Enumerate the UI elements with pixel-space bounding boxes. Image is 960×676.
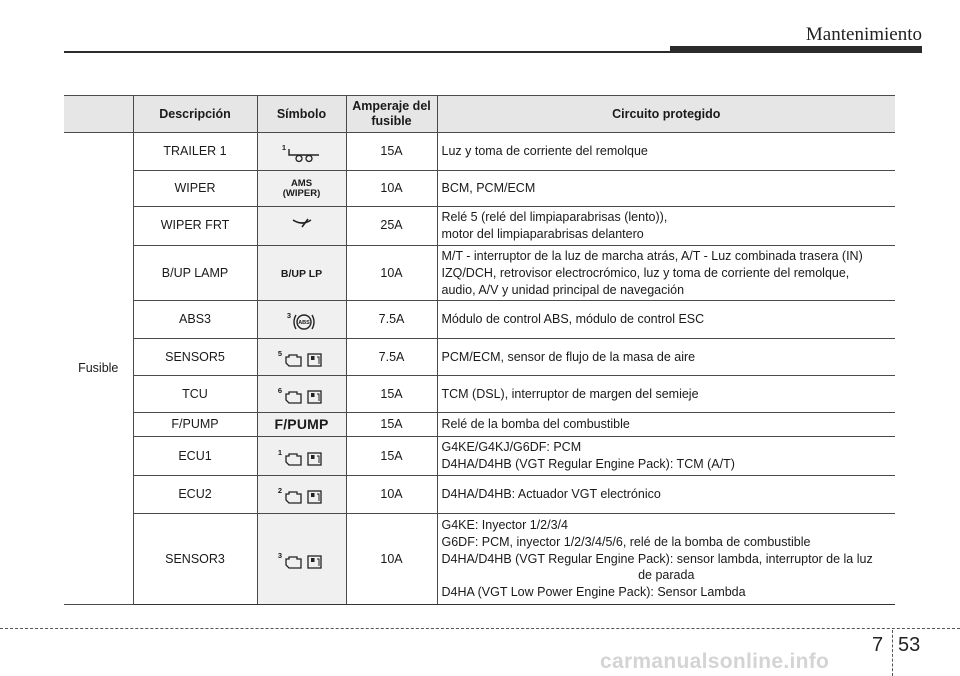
fuse-amperage: 15A [346,413,437,437]
fuse-circuit [437,133,895,171]
column-header-circuit: Circuito protegido [437,96,895,133]
engine-fuel-icon [283,450,325,468]
symbol-number: 1 [277,447,283,457]
table-row [64,133,895,171]
fuse-amperage: 25A [346,207,437,246]
fuse-circuit [437,207,895,246]
fuse-table [64,95,895,605]
symbol-number: 1 [281,143,287,152]
fuse-amperage: 10A [346,514,437,605]
header-rule [64,51,670,53]
engine-fuel-icon [283,351,325,369]
header-rule-bar [670,46,922,53]
circuit-line: TCM (DSL), interruptor de margen del semieje [441,386,699,401]
fuse-description: B/UP LAMP [133,245,257,301]
page-number: 53 [898,634,921,656]
trailer-icon [287,145,321,163]
circuit-line: Relé 5 (relé del limpiaparabrisas (lento)), [441,210,668,224]
fuse-circuit [437,301,895,339]
fuse-amperage: 15A [346,133,437,171]
circuit-line: Luz y toma de corriente del remolque [441,144,648,159]
engine-fuel-icon [283,553,325,571]
engine-fuel-icon [283,388,325,406]
symbol-number: 3 [277,550,283,560]
abs-icon [292,312,316,332]
column-header-group [64,96,133,133]
fuse-amperage: 10A [346,245,437,301]
fuse-circuit [437,339,895,376]
chapter-number: 7 [872,634,884,656]
fuse-symbol [257,413,346,437]
fuse-symbol [257,245,346,301]
fuse-description: WIPER FRT [133,207,257,246]
table-row [64,437,895,476]
circuit-line: motor del limpiaparabrisas delantero [441,226,644,241]
group-label: Fusible [64,133,133,605]
fuse-symbol [257,476,346,514]
fuse-symbol [257,437,346,476]
table-row [64,301,895,339]
fuse-description: SENSOR5 [133,339,257,376]
circuit-line: D4HA (VGT Low Power Engine Pack): Sensor Lambda [441,585,746,600]
amperage-header-line: Amperaje del [352,99,431,113]
fuse-circuit [437,476,895,514]
circuit-line: G4KE: Inyector 1/2/3/4 [441,517,568,532]
fuse-amperage: 10A [346,171,437,207]
symbol-number: 6 [277,385,283,395]
fuse-symbol [257,514,346,605]
page-divider [892,630,893,676]
circuit-line: PCM/ECM, sensor de flujo de la masa de aire [441,349,696,364]
fuse-amperage: 15A [346,376,437,413]
fuse-description: SENSOR3 [133,514,257,605]
table-row [64,514,895,605]
symbol-text: F/PUMP [274,416,329,433]
circuit-line: G6DF: PCM, inyector 1/2/3/4/5/6, relé de la bomba de combustible [441,534,811,549]
circuit-line: D4HA/D4HB (VGT Regular Engine Pack): TCM (A/T) [441,457,735,472]
fuse-symbol [257,171,346,207]
engine-fuel-icon [283,488,325,506]
fuse-description: TRAILER 1 [133,133,257,171]
circuit-line: D4HA/D4HB: Actuador VGT electrónico [441,487,661,502]
fuse-circuit [437,413,895,437]
wiper-icon [290,215,314,231]
table-row [64,207,895,246]
fuse-circuit [437,245,895,301]
fuse-amperage: 7.5A [346,301,437,339]
footer-rule [0,628,960,629]
table-row [64,339,895,376]
table-header-row [64,96,895,133]
circuit-line: G4KE/G4KJ/G6DF: PCM [441,440,582,455]
watermark: carmanualsonline.info [600,650,830,673]
fuse-description: F/PUMP [133,413,257,437]
fuse-circuit [437,514,895,605]
table-row [64,245,895,301]
symbol-number: 5 [277,348,283,358]
table-row [64,376,895,413]
fuse-amperage: 15A [346,437,437,476]
symbol-text: AMS [290,177,313,189]
fuse-circuit [437,171,895,207]
symbol-text: B/UP LP [280,267,323,280]
circuit-line: Relé de la bomba del combustible [441,417,630,432]
column-header-amperage [346,96,437,133]
symbol-number: 2 [277,486,283,496]
section-title: Mantenimiento [805,24,922,45]
column-header-description: Descripción [133,96,257,133]
circuit-line: audio, A/V y unidad principal de navegación [441,282,685,297]
circuit-line: M/T - interruptor de la luz de marcha atrás, A/T - Luz combinada trasera (IN) [441,248,863,263]
fuse-description: ABS3 [133,301,257,339]
symbol-number: 3 [286,311,292,321]
fuse-symbol [257,207,346,246]
fuse-amperage: 7.5A [346,339,437,376]
fuse-description: ECU2 [133,476,257,514]
fuse-circuit [437,437,895,476]
amperage-header-line: fusible [371,114,412,128]
column-header-symbol: Símbolo [257,96,346,133]
fuse-symbol [257,133,346,171]
fuse-amperage: 10A [346,476,437,514]
fuse-description: TCU [133,376,257,413]
circuit-line: Módulo de control ABS, módulo de control ESC [441,312,705,327]
fuse-description: ECU1 [133,437,257,476]
table-row [64,413,895,437]
table-row [64,171,895,207]
fuse-symbol [257,301,346,339]
fuse-symbol [257,339,346,376]
svg-text:ABS: ABS [298,320,310,327]
fuse-circuit [437,376,895,413]
fuse-description: WIPER [133,171,257,207]
circuit-line: D4HA/D4HB (VGT Regular Engine Pack): sensor lambda, interruptor de la luz [441,551,873,566]
table-row [64,476,895,514]
circuit-line: BCM, PCM/ECM [441,181,536,196]
symbol-text: (WIPER) [282,187,321,199]
circuit-line: de parada [638,568,695,583]
circuit-line: IZQ/DCH, retrovisor electrocrómico, luz y toma de corriente del remolque, [441,265,850,280]
fuse-symbol [257,376,346,413]
